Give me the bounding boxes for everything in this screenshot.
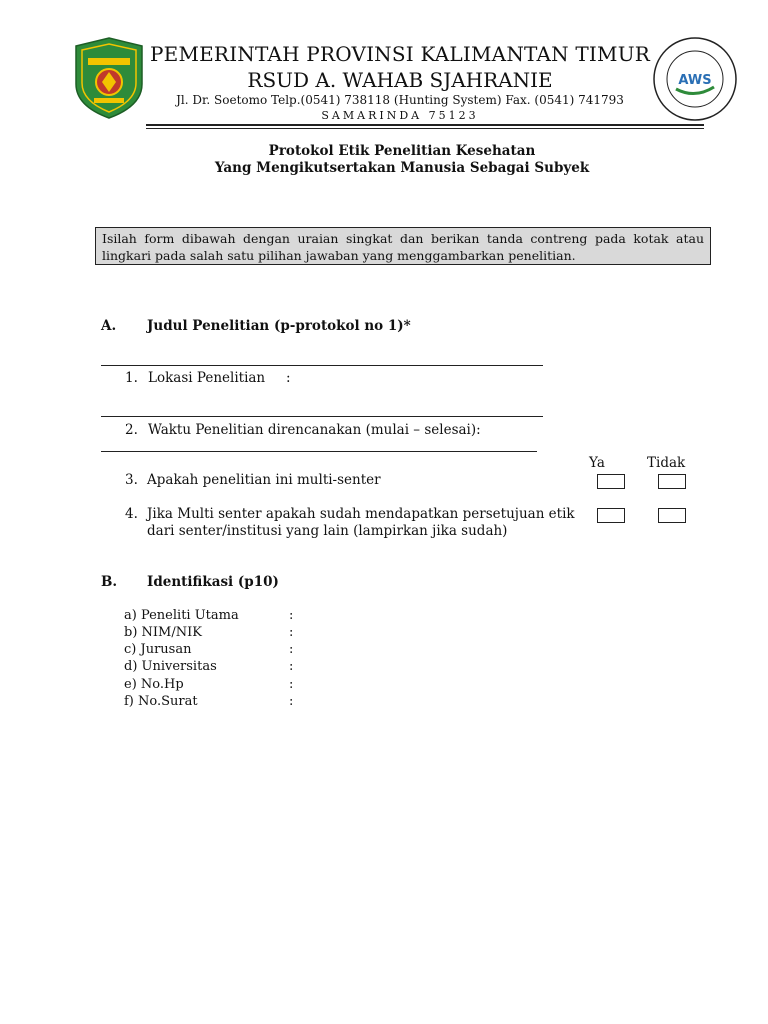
header-rule-thick bbox=[146, 124, 704, 126]
province-emblem-icon bbox=[72, 36, 146, 120]
item-4-label-line1: Jika Multi senter apakah sudah mendapatkan persetujuan etik bbox=[147, 506, 575, 522]
item-3-number: 3. bbox=[125, 472, 138, 488]
answer-line-location[interactable] bbox=[101, 416, 543, 417]
item-4-no-checkbox[interactable] bbox=[658, 508, 686, 523]
field-department-colon: : bbox=[289, 642, 294, 657]
ethics-committee-stamp-icon bbox=[650, 35, 740, 123]
item-1-label: Lokasi Penelitian bbox=[148, 370, 266, 386]
header-hospital-name: RSUD A. WAHAB SJAHRANIE bbox=[247, 68, 553, 92]
instruction-box: Isilah form dibawah dengan uraian singkat dan berikan tanda contreng pada kotak atau lingkari pada salah satu pilihan jawaban yang menggambarkan penelitian. bbox=[95, 227, 711, 265]
document-subtitle: Yang Mengikutsertakan Manusia Sebagai Subyek bbox=[214, 160, 590, 176]
header-address: Jl. Dr. Soetomo Telp.(0541) 738118 (Hunting System) Fax. (0541) 741793 bbox=[176, 93, 624, 107]
field-letter-number-colon: : bbox=[289, 694, 294, 709]
header-city: SAMARINDA 75123 bbox=[321, 109, 479, 122]
field-department-label: c) Jurusan bbox=[124, 642, 192, 657]
column-no-label: Tidak bbox=[647, 455, 686, 471]
answer-line-time[interactable] bbox=[101, 451, 537, 452]
field-nim-label: b) NIM/NIK bbox=[124, 625, 202, 640]
column-yes-label: Ya bbox=[589, 455, 605, 471]
item-3-yes-checkbox[interactable] bbox=[597, 474, 625, 489]
item-4-number: 4. bbox=[125, 506, 138, 522]
item-2-number: 2. bbox=[125, 422, 138, 438]
item-2-label: Waktu Penelitian direncanakan (mulai – selesai): bbox=[148, 422, 481, 438]
item-1-colon: : bbox=[286, 370, 291, 386]
field-nim-colon: : bbox=[289, 625, 294, 640]
item-4-yes-checkbox[interactable] bbox=[597, 508, 625, 523]
section-a-letter: A. bbox=[101, 318, 117, 334]
item-4-label-line2: dari senter/institusi yang lain (lampirkan jika sudah) bbox=[147, 523, 508, 539]
section-b-heading: Identifikasi (p10) bbox=[147, 574, 279, 590]
field-university-label: d) Universitas bbox=[124, 659, 217, 674]
section-b-letter: B. bbox=[101, 574, 118, 590]
item-3-no-checkbox[interactable] bbox=[658, 474, 686, 489]
header-rule-thin bbox=[146, 128, 704, 129]
stamp-center-text: AWS bbox=[678, 73, 712, 88]
document-title: Protokol Etik Penelitian Kesehatan bbox=[268, 143, 536, 159]
field-phone-label: e) No.Hp bbox=[124, 677, 184, 692]
header-government: PEMERINTAH PROVINSI KALIMANTAN TIMUR bbox=[150, 42, 651, 66]
field-university-colon: : bbox=[289, 659, 294, 674]
section-a-heading: Judul Penelitian (p-protokol no 1)* bbox=[147, 318, 411, 334]
item-3-label: Apakah penelitian ini multi-senter bbox=[147, 472, 381, 488]
field-lead-researcher-colon: : bbox=[289, 608, 294, 623]
item-1-number: 1. bbox=[125, 370, 138, 386]
field-lead-researcher-label: a) Peneliti Utama bbox=[124, 608, 239, 623]
field-letter-number-label: f) No.Surat bbox=[124, 694, 198, 709]
field-phone-colon: : bbox=[289, 677, 294, 692]
answer-line-title[interactable] bbox=[101, 365, 543, 366]
